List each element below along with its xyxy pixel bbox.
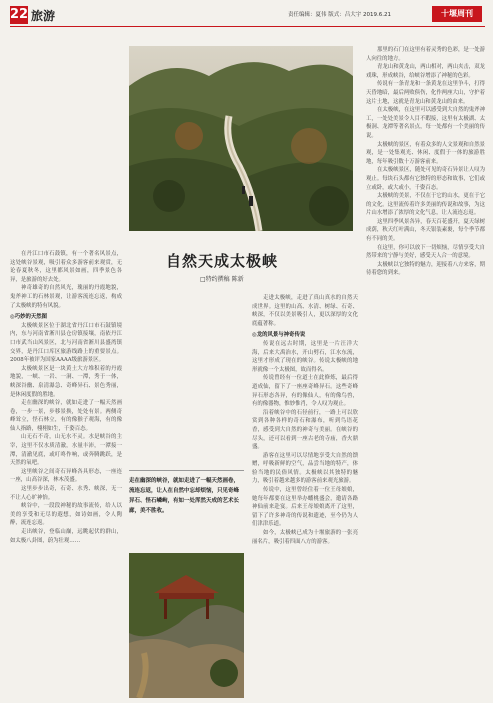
paragraph: 太极峡的景区，有着众多的人文景观和自然景观，是一处集观光、休闲、度假于一体的旅游胜地，每年吸引数十万游客前来。 — [366, 141, 485, 165]
paragraph: 这里峡谷之间奇石异峰各具形态，一座连一座，山高谷深，林木茂盛。 — [10, 468, 122, 484]
paragraph: 传说曾经有一位道士在此修炼，最后得道成仙，留下了一座座奇峰异石。这些奇峰异石形态各异，有的像仙人，有的像鸟兽，有的像器物，惟妙惟肖，令人叹为观止。 — [252, 375, 358, 408]
paragraph: 在太极峡，在这里可以感受到大自然的鬼斧神工，一处处美景令人目不暇接，这里有太极湖、太极洞、龙潭等著名景点，每一处都有一个美丽的传说。 — [366, 107, 485, 139]
subheading: ◎龙的风景与神奇传说 — [252, 332, 306, 339]
top-photo-mountain-road — [129, 46, 353, 231]
header-divider — [10, 26, 485, 27]
mountain-photo-illustration — [129, 46, 353, 231]
paragraph: 走进太极峡，走进了真山真水的自然天成世界。这里的山高、水清、树绿、石奇、峡深，不仅以美景吸引人，更以深厚的文化底蕴著称。 — [252, 295, 358, 327]
paragraph: 太极峡景区位于湖北省丹江口市石鼓镇境内，东与河南省淅川县仓房镇接壤，南依丹江口市武当山风景区，北与河南省淅川县盛湾镇交界，是丹江口库区旅游线路上的重要景点。2008年被评为国家AAAA级旅游景区。 — [10, 322, 122, 364]
paragraph: 太极峡以它独特的魅力，迎接着八方来客，期待着您的到来。 — [366, 261, 485, 277]
pull-quote: 走在幽深的峡谷，就如走进了一幅天然画卷，流连忘返，让人在自然中忘却烦恼，只见奇峰异石、怪石嶙峋，有如一处浑然天成的艺术长廊，美不胜收。 — [129, 470, 244, 516]
paragraph: 太极峡的美景，不仅在于它的山水，更在于它的文化。这里流传着许多美丽的传说和故事，为这片山水增添了浓厚的文化气息，让人流连忘返。 — [366, 193, 485, 217]
paragraph: 游客在这里可以尽情地享受大自然的馈赠，呼吸新鲜的空气，品尝当地的特产，体验当地的民俗风情。太极峡以其独特的魅力，吸引着越来越多的游客前来观光旅游。 — [252, 452, 358, 485]
paragraph: 太极峡景区是一块黄土大方堆积着的丹霞地貌，一峡、一岩、一洞、一潭，秀于一体，峡深谷幽、泉清瀑急、奇峰异石、景色秀丽，是休闲度假的胜地。 — [10, 365, 122, 398]
paragraph: 在这里，你可以放下一切烦恼，尽情享受大自然带来的宁静与美好，感受天人合一的意境。 — [366, 244, 485, 260]
paragraph: 传说有一条青龙和一条黄龙在这里争斗，打得天昏地暗，最后两败俱伤，化作两座大山，守护着这片土地，这就是青龙山和黄龙山的由来。 — [366, 81, 485, 105]
editor-line: 责任编辑：夏伟 版式：吕大宇 2019.6.21 — [288, 12, 391, 18]
paragraph: 走出峡谷，登临山巅，远眺起伏的群山，如太极八卦图，蔚为壮观…… — [10, 529, 122, 544]
bottom-photo-pavilion — [129, 553, 244, 698]
article-title: 自然天成太极峡 — [166, 252, 279, 270]
paragraph: 峡谷中，一段段神秘的故事流传，给人以美的享受和无尽的遐想，如诗如画，令人陶醉，流连忘返。 — [10, 503, 122, 527]
paragraph: 那里的石门在这里有着灵秀的色彩，是一处游人向往的地方。 — [366, 47, 485, 62]
page-header — [0, 0, 493, 30]
paragraph: 在丹江口市石鼓镇，有一个著名风景点，这处峡谷景观，吸引着众多游客前来观赏，无论春夏秋冬，这里都风景如画，四季景色各异，是旅游的好去处。 — [10, 251, 122, 283]
paragraph: 如今，太极峡已成为十堰旅游的一张亮丽名片，吸引着四面八方的游客。 — [252, 530, 358, 545]
brand-logo: 十堰周刊 — [432, 6, 482, 22]
center-column-text — [252, 294, 358, 698]
article-byline: □特约撰稿 陈新 — [200, 276, 244, 283]
paragraph: 这里四季风景各异，春天百花盛开，夏天绿树成荫，秋天红叶满山，冬天银装素裹，每个季节都有不同的美。 — [366, 218, 485, 243]
pavilion-photo-illustration — [129, 553, 244, 698]
right-column-text — [366, 46, 485, 698]
paragraph: 在太极峡景区，随处可见的奇石异景让人叹为观止。每块石头都有它独特的形态和故事，它们或立或卧，或大或小，千姿百态。 — [366, 167, 485, 191]
paragraph: 走在幽深的峡谷，就如走进了一幅天然画卷，一步一景，步移景换，处处有景。两侧奇峰耸立，怪石林立，有的像猴子观海，有的像仙人指路，栩栩如生，千姿百态。 — [10, 400, 122, 432]
paragraph: 山无石不奇，山无水不灵。水是峡谷的主宰，这里不仅水质清澈，水量丰沛，一潭接一潭，清澈见底，或叮咚作响，或奔腾跳跃，是天然的氧吧。 — [10, 434, 122, 467]
section-title: 旅游 — [31, 9, 56, 23]
paragraph: 沿着峡谷中的石径前行，一路上可以欣赏到各种各样的奇石和瀑布，听到鸟语花香，感受到大自然的神奇与美丽。在峡谷的尽头，还可以看到一座古老的寺庙，香火鼎盛。 — [252, 409, 358, 451]
paragraph: 神奇雄奇的自然风光，瑰丽的丹霞地貌，鬼斧神工的石林景观，让游客流连忘返，构成了太极峡的特有风貌。 — [10, 285, 122, 309]
paragraph: 这里步步出奇，石奇、水秀、峡深，无一不让人心旷神怡。 — [10, 486, 122, 501]
page-number: 22 — [10, 7, 29, 22]
paragraph: 青龙山和黄龙山，两山相对，两山夹击，双龙戏珠，形成峡谷，给峡谷增添了神秘的色彩。 — [366, 64, 485, 79]
left-column-text — [10, 250, 122, 698]
subheading: ◎巧妙的天然图 — [10, 314, 48, 321]
paragraph: 传说在远古时期，这里是一片汪洋大海，后来大禹治水，开山劈石，江水东流，这里才形成了现在的峡谷。传说太极峡的地形就像一个太极图，故而得名。 — [252, 340, 358, 373]
paragraph: 传说中，这里曾经住着一位王母娘娘，她每年都要在这里举办蟠桃盛会，邀请各路神仙前来赴宴。后来王母娘娘离开了这里，留下了许多神奇的传说和遗迹，至今仍为人们津津乐道。 — [252, 487, 358, 528]
